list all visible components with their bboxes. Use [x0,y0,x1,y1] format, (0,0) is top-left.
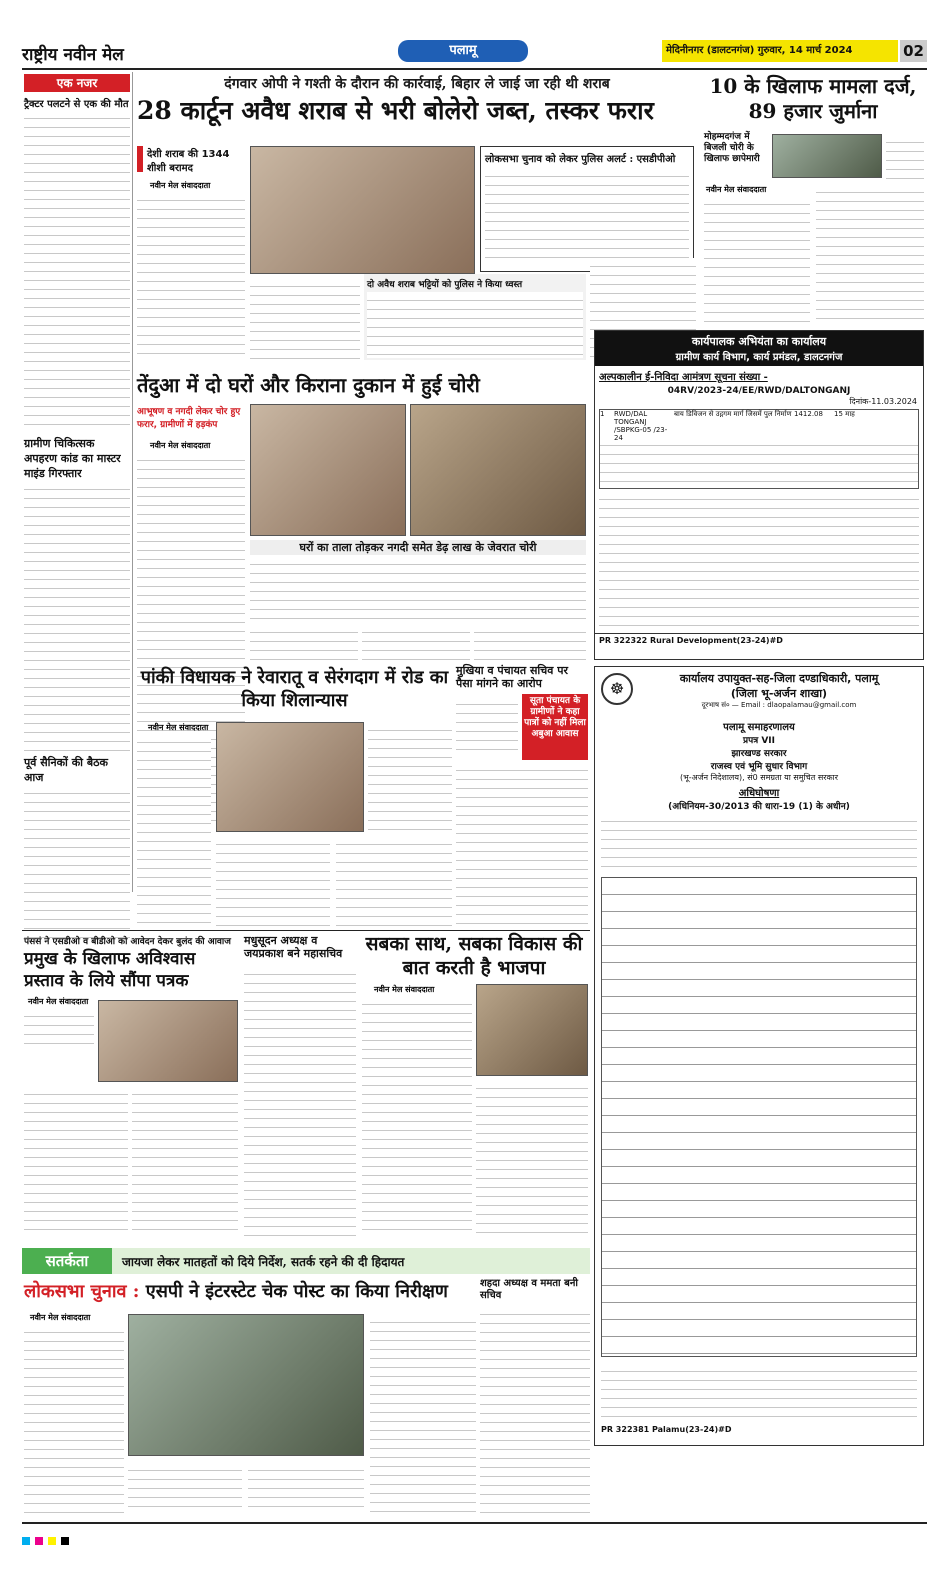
tender-terms [599,491,919,631]
liquor-photo [250,146,475,274]
ek-nazar-tag: एक नजर [24,74,130,92]
pankhi-headline: पांकी विधायक ने रेवारातू व सेरंगदाग में रोड का किया शिलान्यास [140,667,449,711]
lead-kicker: दंगवार ओपी ने गश्ती के दौरान की कार्रवाई, बिहार ले जाई जा रही थी शराब [224,76,610,92]
bhatti-box [364,274,586,360]
tender-office: कार्यपालक अभियंता का कार्यालय [691,335,827,348]
lead-byline: नवीन मेल संवाददाता [150,181,211,190]
mukhiya-box: सूता पंचायत के ग्रामीणों ने कहा पात्रों को नहीं मिला अबुआ आवास [522,694,588,760]
emblem-icon: ☸ [601,673,633,705]
land-schedule-table [601,877,917,1357]
notice-header [639,671,919,710]
madhusudan-headline: मधुसूदन अध्यक्ष व जयप्रकाश बने महासचिव [244,934,343,960]
theft-headline: तेंदुआ में दो घरों और किराना दुकान में हुई चोरी [137,373,480,397]
pankhi-col-2 [368,722,452,830]
notice-gov-block [601,719,917,812]
electricity-story [702,74,924,124]
electricity-photo [772,134,882,178]
bjp-col-2 [476,1080,588,1236]
vishram-col-1 [24,1086,128,1236]
brief-2-head: ग्रामीण चिकित्सक अपहरण कांड का मास्टर माइंड गिरफ्तार [24,437,121,480]
lead-story [137,74,697,127]
land-notice [594,666,924,1446]
lead-col-2 [250,278,360,360]
tender-date: दिनांक-11.03.2024 [849,397,917,406]
electricity-jump [590,258,696,304]
bhatti-body [367,292,583,358]
cmyk-mark [61,1537,69,1545]
col-divider [132,72,133,892]
top-rule [22,68,927,70]
theft-caption: घरों का ताला तोड़कर नगदी समेत डेढ़ लाख के जेवरात चोरी [250,540,586,555]
notice-samahar: पलामू समाहरणालय [723,722,795,733]
vishram-headline: प्रमुख के खिलाफ अविश्वास प्रस्ताव के लिये सौंपा पत्रक [24,949,196,991]
masthead [22,40,927,66]
sp-headline-red: लोकसभा चुनाव : [24,1281,140,1302]
electricity-col-a [886,134,924,180]
theft-photo-1 [250,404,406,536]
theft-sub: आभूषण व नगदी लेकर चोर हुए फरार, ग्रामीणों में हड़कंप [137,407,241,430]
theft-col-2 [250,556,586,620]
cmyk-mark [48,1537,56,1545]
registration-marks [22,1530,927,1540]
cmyk-mark [35,1537,43,1545]
satarkta-strip [22,1248,590,1274]
vishram-col-2 [132,1086,238,1236]
tender-cell: 1412.08 [794,410,823,418]
satarkta-strap: जायजा लेकर मातहतों को दिये निर्देश, सतर्क रहने की दी हिदायत [122,1255,405,1269]
theft-col-3 [250,624,358,664]
tender-cell: RWD/DAL TONGANJ /SBPKG-05 /23-24 [614,410,668,442]
satarkta-tag: सतर्कता [22,1248,112,1274]
mukhiya-col-1 [456,696,518,752]
sp-byline: नवीन मेल संवाददाता [30,1313,91,1322]
brief-2-body [24,481,130,751]
vishram-col-1a [24,1008,94,1048]
notice-form: प्रपत्र VII [743,736,775,746]
mukhiya-col-2 [456,762,588,926]
theft-photo-2 [410,404,586,536]
pankhi-col-3 [216,836,330,926]
notice-dept: राजस्व एवं भूमि सुधार विभाग [710,762,808,772]
brief-3-body [24,785,130,945]
tender-title: अल्पकालीन ई-निविदा आमंत्रण सूचना संख्या - [599,372,768,383]
notice-footer: PR 322381 Palamu(23-24)#D [601,1425,732,1434]
notice-email: दूरभाष सं० — Email : dlaopalamau@gmail.com [701,701,857,709]
vishram-byline: नवीन मेल संवाददाता [28,997,89,1006]
sp-col-3 [248,1462,364,1514]
madhusudan-col-1 [244,966,356,1236]
pankhi-photo [216,722,364,832]
notice-office: कार्यालय उपायुक्त-सह-जिला दण्डाधिकारी, पलामू [679,672,879,685]
vishram-pre: पंससं ने एसडीओ व बीडीओ को आवेदन देकर बुलंद की आवाज [24,937,231,947]
bottom-rule [22,1522,927,1524]
sp-headline: एसपी ने इंटरस्टेट चेक पोस्ट का किया निरीक्षण [145,1281,448,1302]
pankhi-byline: नवीन मेल संवाददाता [148,723,209,732]
theft-col-4 [362,624,470,664]
sp-photo [128,1314,364,1456]
lead-headline: 28 कार्टून अवैध शराब से भरी बोलेरो जब्त, तस्कर फरार [137,96,654,125]
pankhi-col-4 [336,836,452,926]
tender-table [599,409,919,489]
vishram-photo [98,1000,238,1082]
lead-sub: देशी शराब की 1344 शीशी बरामद [137,146,242,172]
electricity-byline: नवीन मेल संवाददाता [706,185,767,194]
bjp-photo [476,984,588,1076]
sdpo-box [480,146,694,272]
theft-byline: नवीन मेल संवाददाता [150,441,211,450]
shahda-col [480,1306,590,1514]
paper-name: राष्ट्रीय नवीन मेल [22,45,124,65]
sp-col-4 [370,1314,476,1514]
electricity-headline: 10 के खिलाफ मामला दर्ज, 89 हजार जुर्माना [709,74,917,123]
page-number: 02 [900,40,927,62]
sp-col-2 [128,1462,242,1514]
sp-col-1 [24,1324,124,1514]
electricity-col-2 [816,184,924,322]
lead-col-1 [137,192,245,360]
pankhi-col-1 [137,734,211,924]
notice-branch: (जिला भू-अर्जन शाखा) [730,687,828,700]
tender-row-1 [600,410,918,442]
mukhiya-headline: मुखिया व पंचायत सचिव पर पैसा मांगने का आरोप [456,664,568,690]
bhatti-head: दो अवैध शराब भट्टियों को पुलिस ने किया ध्वस्त [367,280,523,290]
theft-col-5 [474,624,586,664]
notice-subdept: (भू-अर्जन निदेशालय), सं0 समग्रता या समुचित सरकार [680,773,838,782]
electricity-col-1 [704,196,810,322]
bjp-headline: सबका साथ, सबका विकास की बात करती है भाजपा [365,933,583,979]
notice-intro [601,813,917,873]
brief-1-body [24,110,130,432]
tender-dept: ग्रामीण कार्य विभाग, कार्य प्रमंडल, डालटनगंज [675,352,843,363]
section-pill: पलामू [398,40,528,62]
sdpo-box-head: लोकसभा चुनाव को लेकर पुलिस अलर्ट : एसडीपीओ [485,154,676,165]
dateline: मेदिनीनगर (डालटनगंज) गुरुवार, 14 मार्च 2024 [662,40,898,62]
electricity-sub: मोहम्मदगंज में बिजली चोरी के खिलाफ छापेमारी [704,132,760,164]
brief-3-head: पूर्व सैनिकों की बैठक आज [24,756,108,784]
notice-closing [601,1363,917,1419]
bjp-col-1 [362,996,472,1236]
tender-notice [594,330,924,660]
brief-1-head: ट्रैक्टर पलटने से एक की मौत [24,99,129,110]
tender-cell: 1 [600,410,605,418]
tender-header [595,331,923,366]
tender-cell: 15 माह [834,410,855,418]
tender-footer: PR 322322 Rural Development(23-24)#D [595,633,923,647]
row-rule [22,930,590,931]
notice-title: अधिघोषणा [738,788,780,799]
shahda-headline: शहदा अध्यक्ष व ममता बनी सचिव [480,1278,578,1301]
notice-govt: झारखण्ड सरकार [731,749,787,759]
cmyk-mark [22,1537,30,1545]
notice-act: (अधिनियम-30/2013 की धारा-19 (1) के अधीन) [668,802,850,812]
tender-cell: बाय डिविजन से उद्गगम मार्ग जिसमें पुल निर्माण [674,410,792,418]
sdpo-box-body [485,168,689,264]
tender-number: 04RV/2023-24/EE/RWD/DALTONGANJ [667,386,851,396]
bjp-byline: नवीन मेल संवाददाता [374,985,435,994]
